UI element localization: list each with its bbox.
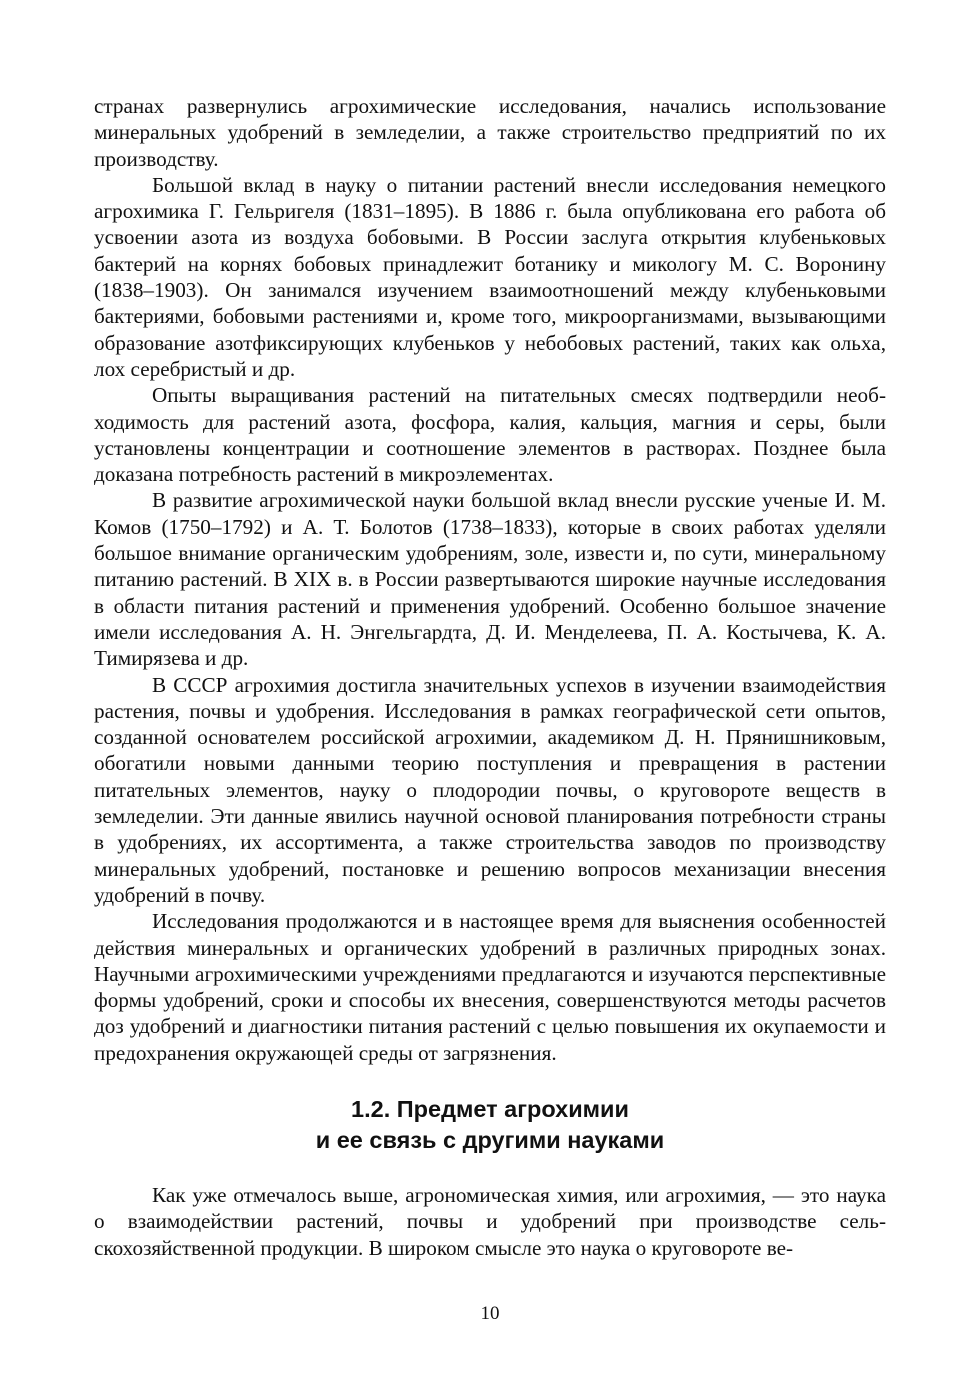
page-body [94, 93, 886, 1261]
paragraph-1: странах развернулись агрохимические исследования, начались использование минеральных удобрений в земледелии, а также строительство предприятий по их производству. [94, 94, 886, 171]
section-heading-line-2: и ее связь с другими науками [315, 1126, 665, 1153]
paragraph-6: Исследования продолжаются и в настоящее время для выяснения особенностей действия минеральных и органических удобрений в различных природных зонах. Научными агрохимическими учреждениями предлагаются и изучаются перспективные формы удобрений, сроки и способы их внесения, совершенствуются методы расчетов доз удобрений и диагностики питания растений с целью повышения их окупаемости и предохранения окружающей среды от загрязнения. [94, 909, 886, 1065]
paragraph-4: В развитие агрохимической науки большой вклад внесли русские ученые И. М. Комов (1750–1792) и А. Т. Болотов (1738–1833), которые в своих работах уделяли большое внимание органическим удобрениям, золе, извести и, по сути, минеральному питанию растений. В XIX в. в России развертываются широкие научные исследования в области питания растений и применения удобрений. Особенно большое значение имели исследования А. Н. Энгельгардта, Д. И. Менделеева, П. А. Костычева, К. А. Тимирязева и др. [94, 488, 886, 671]
paragraph-5: В СССР агрохимия достигла значительных успехов в изучении взаимодействия растения, почвы и удобрения. Исследования в рамках географической сети опытов, созданной основателем российской агрохимии, академиком Д. Н. Прянишниковым, обогатили новыми данными теорию поступления и превращения в растении питательных элементов, науку о плодородии почвы, о круговороте веществ в земледелии. Эти данные явились научной основой планирования потребности страны в удобрениях, их ассортимента, а также строительства заводов по производству минеральных удобрений, постановке и решению вопросов механизации внесения удобрений в почву. [94, 672, 886, 907]
section-heading [94, 1094, 886, 1156]
paragraph-2: Большой вклад в науку о питании растений внесли исследования немецкого агрохимика Г. Гельригеля (1831–1895). В 1886 г. была опубликована его работа об усвоении азота из воздуха бобовыми. В России заслуга открытия клубеньковых бактерий на корнях бобовых принадлежит ботанику и микологу М. С. Воронину (1838–1903). Он занимался изучением взаимоотношений между клубеньковыми бактериями, бобовыми растениями и, кроме того, микроорганизмами, вызывающими образование азотфиксирующих клубеньков у небобовых растений, таких как ольха, лох серебристый и др. [94, 172, 886, 381]
paragraph-3: Опыты выращивания растений на питательных смесях подтвердили необходимость для растений азота, фосфора, калия, кальция, магния и серы, были установлены концентрации и соотношение элементов в растворах. Позднее была доказана потребность растений в микроэлементах. [94, 383, 886, 487]
section-heading-line-1: 1.2. Предмет агрохимии [351, 1095, 629, 1122]
paragraph-7: Как уже отмечалось выше, агрономическая химия, или агрохимия, — это наука о взаимодействии растений, почвы и удобрений при производстве сельскохозяйственной продукции. В широком смысле это наука о круговороте ве- [94, 1182, 886, 1260]
page-number: 10 [480, 1303, 500, 1324]
